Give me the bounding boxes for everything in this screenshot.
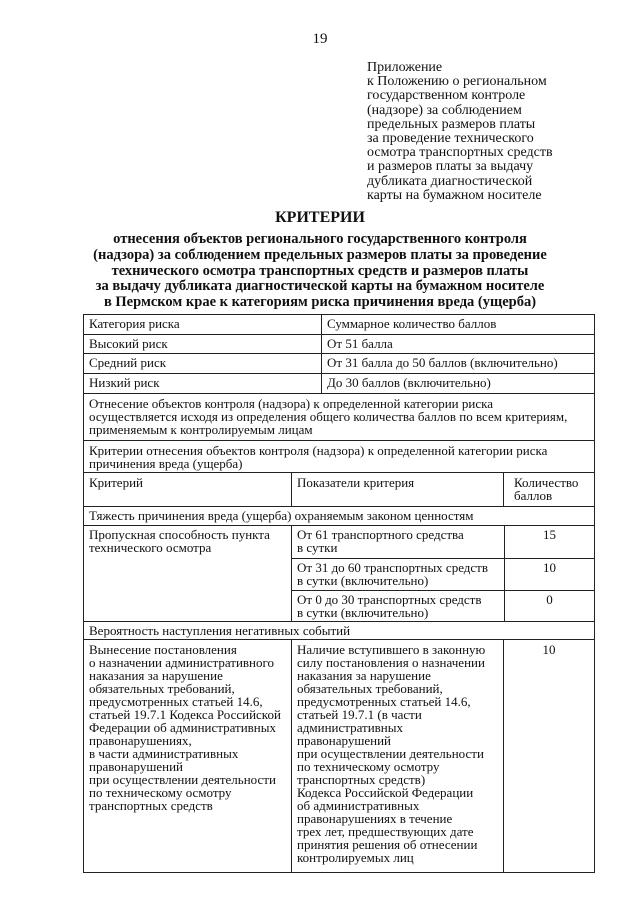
criterion-line: Пропускная способность пункта bbox=[89, 527, 270, 542]
criteria-title-line: Критерии отнесения объектов контроля (надзора) к определенной категории риска bbox=[89, 443, 548, 458]
criteria-title-line: причинения вреда (ущерба) bbox=[89, 456, 243, 471]
criteria-table bbox=[83, 314, 595, 873]
indicator-line: транспортных средств) bbox=[297, 772, 426, 787]
indicator-line: принятия решения об отнесении bbox=[297, 837, 478, 852]
indicator-line: От 31 до 60 транспортных средств bbox=[297, 560, 489, 575]
risk-row-high bbox=[83, 335, 595, 354]
criterion-line: по техническому осмотру bbox=[89, 785, 232, 800]
points-header-line: Количество bbox=[514, 475, 579, 490]
subtitle-line: в Пермском крае к категориям риска причинения вреда (ущерба) bbox=[103, 294, 537, 311]
throughput-item bbox=[292, 559, 594, 591]
criterion-line: при осуществлении деятельности bbox=[89, 772, 276, 787]
section-severity-row bbox=[83, 507, 595, 526]
indicator-line: контролируемых лиц bbox=[297, 850, 414, 865]
criterion-line: в части административных bbox=[89, 746, 239, 761]
indicator-line: От 61 транспортного средства bbox=[297, 527, 464, 542]
subtitle-line: за выдачу дубликата диагностической карты на бумажном носителе bbox=[95, 278, 545, 295]
appendix-line: и размеров платы за выдачу bbox=[367, 159, 534, 175]
appendix-line: карты на бумажном носителе bbox=[367, 187, 542, 203]
risk-points-cell: От 51 балла bbox=[321, 335, 594, 353]
indicator-line: в сутки (включительно) bbox=[297, 605, 429, 620]
risk-total-header: Суммарное количество баллов bbox=[321, 315, 594, 334]
throughput-item bbox=[292, 526, 594, 559]
appendix-line: дубликата диагностической bbox=[367, 173, 533, 189]
indicator-line: правонарушений bbox=[297, 733, 391, 748]
indicator-line: обязательных требований, bbox=[297, 681, 443, 696]
indicators-header: Показатели критерия bbox=[291, 473, 503, 506]
indicator-line: наказания за нарушение bbox=[297, 668, 431, 683]
appendix-line: осмотра транспортных средств bbox=[367, 145, 553, 161]
criterion-line: статьей 19.7.1 Кодекса Российской bbox=[89, 707, 281, 722]
indicator-line: От 0 до 30 транспортных средств bbox=[297, 592, 482, 607]
appendix-line: предельных размеров платы bbox=[367, 116, 536, 132]
criterion-line: обязательных требований, bbox=[89, 681, 235, 696]
indicator-line: в сутки bbox=[297, 540, 338, 555]
document-subtitle bbox=[0, 232, 640, 311]
note-line: применяемым к контролируемым лицам bbox=[89, 422, 313, 437]
throughput-item bbox=[292, 591, 594, 621]
risk-category-cell: Высокий риск bbox=[89, 336, 168, 351]
section-probability-title: Вероятность наступления негативных событий bbox=[89, 623, 351, 638]
indicator-line: правонарушениях в течение bbox=[297, 811, 453, 826]
throughput-indicator bbox=[292, 526, 504, 558]
indicator-line: трех лет, предшествующих дате bbox=[297, 824, 474, 839]
risk-category-cell: Низкий риск bbox=[89, 375, 160, 390]
violation-row bbox=[83, 640, 595, 873]
risk-header-row bbox=[83, 314, 595, 335]
criteria-title bbox=[84, 441, 594, 472]
assignment-note-row bbox=[83, 394, 595, 441]
indicator-line: об административных bbox=[297, 798, 420, 813]
throughput-points: 15 bbox=[504, 526, 594, 558]
violation-criterion bbox=[84, 640, 291, 872]
criterion-line: транспортных средств bbox=[89, 798, 213, 813]
note-line: Отнесение объектов контроля (надзора) к определенной категории риска bbox=[89, 396, 493, 411]
throughput-indicator bbox=[292, 591, 504, 621]
criterion-line: о назначении административного bbox=[89, 655, 275, 670]
criterion-line: правонарушениях, bbox=[89, 733, 192, 748]
appendix-line: к Положению о региональном bbox=[367, 74, 547, 90]
throughput-row bbox=[83, 526, 595, 622]
criterion-line: наказания за нарушение bbox=[89, 668, 223, 683]
appendix-line: за проведение технического bbox=[367, 131, 534, 147]
throughput-points: 10 bbox=[504, 559, 594, 590]
appendix-line: (надзоре) за соблюдением bbox=[367, 102, 522, 118]
indicator-line: предусмотренных статьей 14.6, bbox=[297, 694, 471, 709]
criterion-line: Вынесение постановления bbox=[89, 642, 237, 657]
violation-indicator bbox=[291, 640, 503, 872]
risk-points-cell: До 30 баллов (включительно) bbox=[321, 374, 594, 393]
criteria-header-row bbox=[83, 473, 595, 507]
subtitle-line: (надзора) за соблюдением предельных размеров платы за проведение bbox=[93, 246, 547, 263]
throughput-criterion bbox=[84, 526, 291, 621]
appendix-line: Приложение bbox=[367, 60, 443, 75]
indicator-line: Кодекса Российской Федерации bbox=[297, 785, 474, 800]
throughput-points: 0 bbox=[504, 591, 594, 621]
throughput-indicator bbox=[292, 559, 504, 590]
risk-category-cell: Средний риск bbox=[89, 355, 167, 370]
indicator-line: в сутки (включительно) bbox=[297, 573, 429, 588]
indicator-line: Наличие вступившего в законную bbox=[297, 642, 486, 657]
risk-row-medium bbox=[83, 354, 595, 374]
document-title: КРИТЕРИИ bbox=[275, 209, 365, 226]
page-number: 19 bbox=[312, 31, 328, 47]
indicator-line: силу постановления о назначении bbox=[297, 655, 485, 670]
section-severity-title: Тяжесть причинения вреда (ущерба) охраняемым законом ценностям bbox=[89, 508, 474, 523]
indicator-line: административных bbox=[297, 720, 403, 735]
risk-points-cell: От 31 балла до 50 баллов (включительно) bbox=[321, 354, 594, 373]
criteria-title-row bbox=[83, 441, 595, 473]
subtitle-line: технического осмотра транспортных средств и размеров платы bbox=[111, 262, 529, 279]
indicator-line: статьей 19.7.1 (в части bbox=[297, 707, 422, 722]
indicator-line: при осуществлении деятельности bbox=[297, 746, 484, 761]
criterion-line: Федерации об административных bbox=[89, 720, 277, 735]
note-line: осуществляется исходя из определения общего количества баллов по всем критериям, bbox=[89, 409, 568, 424]
appendix-reference bbox=[367, 61, 617, 203]
violation-points: 10 bbox=[503, 640, 594, 872]
criterion-line: правонарушений bbox=[89, 759, 183, 774]
points-header-line: баллов bbox=[514, 488, 553, 503]
criterion-line: предусмотренных статьей 14.6, bbox=[89, 694, 263, 709]
points-header bbox=[503, 473, 594, 506]
indicator-line: по техническому осмотру bbox=[297, 759, 440, 774]
throughput-items bbox=[291, 526, 594, 621]
subtitle-line: отнесения объектов регионального государственного контроля bbox=[113, 231, 527, 247]
criterion-line: технического осмотра bbox=[89, 540, 212, 555]
risk-row-low bbox=[83, 374, 595, 394]
criterion-header: Критерий bbox=[89, 475, 143, 490]
section-probability-row bbox=[83, 622, 595, 640]
assignment-note bbox=[84, 394, 594, 440]
risk-category-header: Категория риска bbox=[89, 316, 180, 331]
appendix-line: государственном контроле bbox=[367, 88, 526, 104]
